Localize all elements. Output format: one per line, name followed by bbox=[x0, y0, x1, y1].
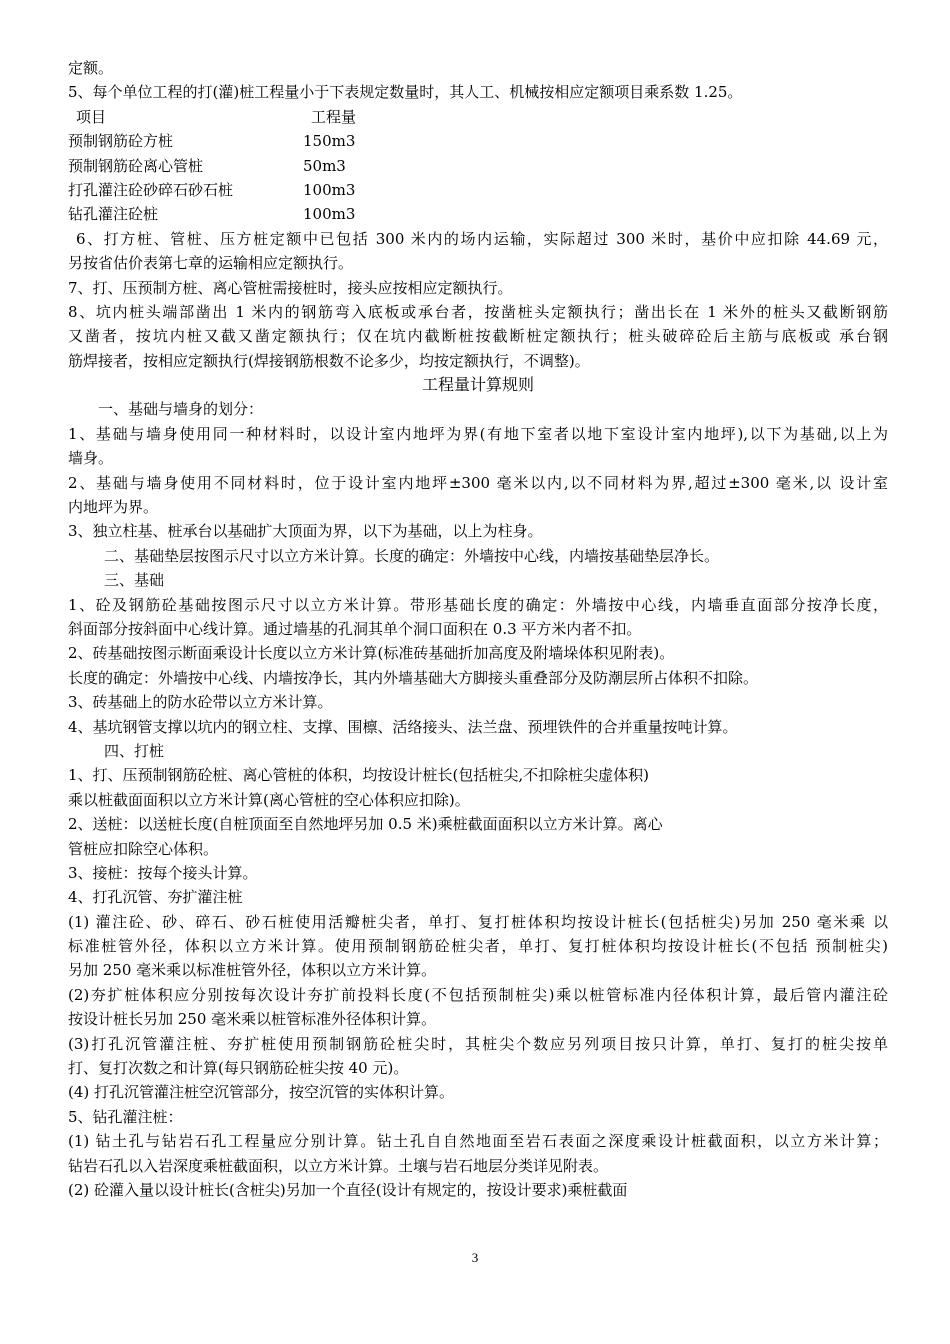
text-line: 打、复打次数之和计算(每只钢筋砼桩尖按 40 元)。 bbox=[68, 1059, 409, 1078]
section-heading: 二、基础垫层按图示尺寸以立方米计算。长度的确定：外墙按中心线，内墙按基础垫层净长。 bbox=[104, 546, 720, 565]
row-item: 钻孔灌注砼桩 bbox=[68, 205, 159, 224]
text-line: 4、打孔沉管、夯扩灌注桩 bbox=[68, 888, 243, 907]
table-row bbox=[68, 154, 888, 178]
text-line: (4) 打孔沉管灌注桩空沉管部分，按空沉管的实体积计算。 bbox=[68, 1083, 455, 1102]
text-line: 斜面部分按斜面中心线计算。通过墙基的孔洞其单个洞口面积在 0.3 平方米内者不扣。 bbox=[68, 619, 642, 638]
row-qty: 100m3 bbox=[303, 205, 356, 224]
text-line: 2、送桩：以送桩长度(自桩顶面至自然地坪另加 0.5 米)乘桩截面面积以立方米计算。离心 bbox=[68, 815, 663, 834]
row-item: 预制钢筋砼离心管桩 bbox=[68, 156, 204, 175]
row-item: 打孔灌注砼砂碎石砂石桩 bbox=[68, 180, 234, 199]
section-heading: 一、基础与墙身的划分： bbox=[98, 400, 264, 419]
text-line: 1、打、压预制钢筋砼桩、离心管桩的体积，均按设计桩长(包括桩尖,不扣除桩尖虚体积) bbox=[68, 766, 650, 785]
header-qty: 工程量 bbox=[311, 107, 357, 126]
text-line: 5、钻孔灌注桩： bbox=[68, 1107, 183, 1126]
text-line: 筋焊接者，按相应定额执行(焊接钢筋根数不论多少，均按定额执行，不调整)。 bbox=[68, 351, 590, 370]
text-line: 3、接桩：按每个接头计算。 bbox=[68, 863, 258, 882]
row-qty: 50m3 bbox=[303, 156, 346, 175]
text-line: 7、打、压预制方桩、离心管桩需接桩时，接头应按相应定额执行。 bbox=[68, 278, 513, 297]
text-line: 3、砖基础上的防水砼带以立方米计算。 bbox=[68, 693, 333, 712]
text-line: (1) 灌注砼、砂、碎石、砂石桩使用活瓣桩尖者，单打、复打桩体积均按设计桩长(包括桩尖)另加 250 毫米乘 以 bbox=[68, 912, 888, 931]
page-number: 3 bbox=[471, 1250, 479, 1265]
text-line: 管桩应扣除空心体积。 bbox=[68, 839, 219, 858]
table-row bbox=[68, 178, 888, 202]
text-line: (1) 钻土孔与钻岩石孔工程量应分别计算。钻土孔自自然地面至岩石表面之深度乘设计桩截面积，以立方米计算； bbox=[68, 1132, 888, 1151]
text-line: 6、打方桩、管桩、压方桩定额中已包括 300 米内的场内运输，实际超过 300 米时，基价中应扣除 44.69 元， bbox=[76, 229, 888, 248]
text-line: 1、砼及钢筋砼基础按图示尺寸以立方米计算。带形基础长度的确定：外墙按中心线，内墙垂直面部分按净长度， bbox=[68, 595, 888, 614]
text-line: 钻岩石孔以入岩深度乘桩截面积，以立方米计算。土壤与岩石地层分类详见附表。 bbox=[68, 1156, 609, 1175]
table-header bbox=[68, 105, 888, 129]
text-line: 4、基坑钢管支撑以坑内的钢立柱、支撑、围檩、活络接头、法兰盘、预埋铁件的合并重量按吨计算。 bbox=[68, 717, 738, 736]
table-row bbox=[68, 129, 888, 153]
text-line: 3、独立柱基、桩承台以基础扩大顶面为界，以下为基础，以上为柱身。 bbox=[68, 522, 543, 541]
text-line: 内地坪为界。 bbox=[68, 498, 159, 517]
section-heading: 四、打桩 bbox=[104, 741, 165, 760]
text-line: (3)打孔沉管灌注桩、夯扩桩使用预制钢筋砼桩尖时，其桩尖个数应另列项目按只计算，单打、复打的桩尖按单 bbox=[68, 1034, 888, 1053]
row-qty: 150m3 bbox=[303, 132, 356, 151]
text-line: 墙身。 bbox=[68, 449, 114, 468]
header-item: 项目 bbox=[76, 107, 107, 126]
text-line: (2)夯扩桩体积应分别按每次设计夯扩前投料长度(不包括预制桩尖)乘以桩管标准内径体积计算，最后管内灌注砼 bbox=[68, 985, 888, 1004]
text-line: 1、基础与墙身使用同一种材料时，以设计室内地坪为界(有地下室者以地下室设计室内地坪),以下为基础,以上为 bbox=[68, 424, 888, 443]
text-line: 按设计桩长另加 250 毫米乘以桩管标准外径体积计算。 bbox=[68, 1010, 437, 1029]
text-line: 标准桩管外径，体积以立方米计算。使用预制钢筋砼桩尖者，单打、复打桩体积均按设计桩长(不包括 预制桩尖) bbox=[68, 937, 888, 956]
text-line: 2、基础与墙身使用不同材料时，位于设计室内地坪±300 毫米以内,以不同材料为界,超过±300 毫米,以 设计室 bbox=[68, 473, 888, 492]
section-heading: 三、基础 bbox=[104, 571, 165, 590]
document-body bbox=[68, 56, 888, 1202]
text-line: 另加 250 毫米乘以标准桩管外径，体积以立方米计算。 bbox=[68, 961, 437, 980]
text-line: 2、砖基础按图示断面乘设计长度以立方米计算(标准砖基础折加高度及附墙垛体积见附表)。 bbox=[68, 644, 675, 663]
text-line: 8、坑内桩头端部凿出 1 米内的钢筋弯入底板或承台者，按凿桩头定额执行；凿出长在 1 米外的桩头又截断钢筋 bbox=[68, 302, 888, 321]
text-line: 定额。 bbox=[68, 59, 114, 77]
section-title: 工程量计算规则 bbox=[421, 375, 534, 395]
text-line: 乘以桩截面面积以立方米计算(离心管桩的空心体积应扣除)。 bbox=[68, 790, 470, 809]
text-line: 又凿者，按坑内桩又截又凿定额执行；仅在坑内截断桩按截断桩定额执行；桩头破碎砼后主筋与底板或 承台钢 bbox=[68, 327, 888, 346]
text-line: 5、每个单位工程的打(灌)桩工程量小于下表规定数量时，其人工、机械按相应定额项目乘系数 1.25。 bbox=[68, 83, 743, 102]
table-row bbox=[68, 202, 888, 226]
text-line: (2) 砼灌入量以设计桩长(含桩尖)另加一个直径(设计有规定的，按设计要求)乘桩截面 bbox=[68, 1180, 628, 1199]
text-line: 另按省估价表第七章的运输相应定额执行。 bbox=[68, 254, 354, 273]
row-qty: 100m3 bbox=[303, 180, 356, 199]
pile-quantity-table bbox=[68, 105, 888, 227]
text-line: 长度的确定：外墙按中心线、内墙按净长，其内外墙基础大方脚接头重叠部分及防潮层所占体积不扣除。 bbox=[68, 668, 759, 687]
row-item: 预制钢筋砼方桩 bbox=[68, 132, 174, 151]
